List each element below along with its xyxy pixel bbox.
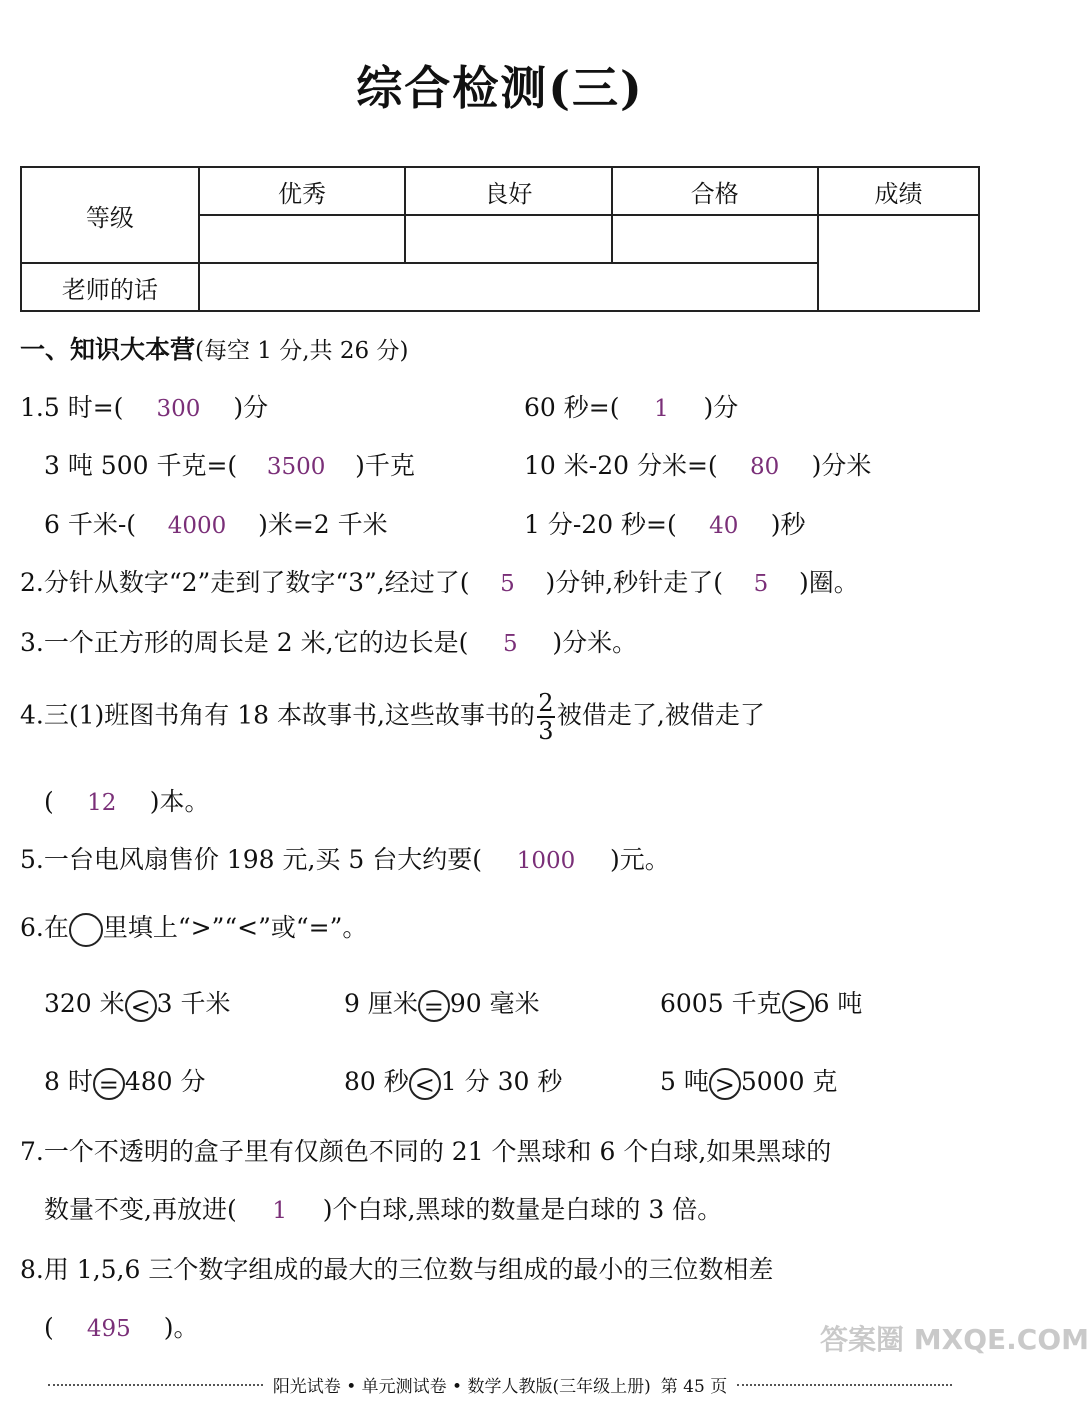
footer-divider-left — [48, 1384, 263, 1386]
compare-right: 6 吨 — [813, 989, 863, 1018]
q1-item-d — [524, 446, 871, 482]
section-note: (每空 1 分,共 26 分) — [195, 338, 409, 364]
q1e-text: 6 千米-( — [44, 510, 137, 539]
compare-left: 5 吨 — [660, 1067, 709, 1096]
compare-left: 6005 千克 — [660, 989, 782, 1018]
q1-item-b — [524, 388, 738, 424]
q5 — [20, 840, 670, 876]
grade-good-header: 良好 — [405, 167, 611, 215]
grade-label: 等级 — [21, 167, 199, 263]
page-title: 综合检测(三) — [356, 61, 644, 115]
q5-text-2: )元。 — [609, 845, 670, 874]
q3-answer: 5 — [503, 631, 518, 657]
grade-pass-header: 合格 — [612, 167, 818, 215]
page-footer — [48, 1372, 952, 1397]
q1d-text: 10 米-20 分米=( — [524, 451, 718, 480]
compare-circle: = — [418, 990, 450, 1022]
q2-answer-2: 5 — [753, 571, 769, 597]
q3-text-2: )分米。 — [552, 628, 638, 657]
q1-item-f — [524, 505, 806, 541]
q4-text-1: 4.三(1)班图书角有 18 本故事书,这些故事书的 — [20, 700, 535, 730]
q4-line-1 — [20, 690, 765, 744]
q1f-text: 1 分-20 秒=( — [524, 510, 677, 539]
q1a-unit: )分 — [233, 393, 269, 422]
q1c-unit: )千克 — [355, 451, 415, 480]
footer-text: 阳光试卷 • 单元测试卷 • 数学人教版(三年级上册) — [272, 1377, 651, 1397]
fraction-numerator: 2 — [538, 689, 554, 717]
compare-left: 8 时 — [44, 1067, 93, 1096]
q4-paren: ( — [44, 787, 54, 816]
compare-circle: > — [782, 990, 814, 1022]
q4-text-2: 被借走了,被借走了 — [556, 700, 765, 730]
footer-page-number: 第 45 页 — [660, 1377, 728, 1397]
q7-text-2: )个白球,黑球的数量是白球的 3 倍。 — [322, 1195, 723, 1224]
q1b-text: 60 秒=( — [524, 393, 620, 422]
section-title: 一、知识大本营 — [20, 335, 196, 364]
q5-text-1: 5.一台电风扇售价 198 元,买 5 台大约要( — [20, 845, 482, 874]
fraction-denominator: 3 — [538, 717, 554, 745]
q1-item-e — [44, 505, 388, 541]
q6-instruction — [20, 908, 367, 947]
q1f-unit: )秒 — [770, 510, 806, 539]
compare-item-3 — [660, 984, 862, 1022]
q8-answer: 495 — [86, 1316, 131, 1342]
grade-good-cell — [405, 215, 611, 263]
q8-paren: ( — [44, 1313, 54, 1342]
q3 — [20, 623, 637, 659]
q2-text-3: )圈。 — [798, 568, 859, 597]
teacher-comment-label: 老师的话 — [21, 263, 199, 311]
grade-pass-cell — [612, 215, 818, 263]
q1b-unit: )分 — [703, 393, 739, 422]
compare-right: 1 分 30 秒 — [440, 1067, 563, 1096]
q6-text-1: 6.在 — [20, 913, 69, 942]
q4-text-3: )本。 — [149, 787, 210, 816]
q1e-unit: )米=2 千米 — [258, 510, 388, 539]
grade-excellent-header: 优秀 — [199, 167, 405, 215]
grade-table — [20, 166, 980, 312]
footer-divider-right — [737, 1384, 952, 1386]
compare-left: 320 米 — [44, 989, 125, 1018]
q4-answer: 12 — [87, 790, 117, 816]
compare-right: 5000 克 — [740, 1067, 838, 1096]
compare-circle: > — [709, 1068, 741, 1100]
q4-line-2 — [44, 782, 210, 818]
score-header: 成绩 — [818, 167, 979, 215]
compare-item-2 — [344, 984, 540, 1022]
q6-text-2: 里填上“>”“<”或“=”。 — [102, 913, 368, 942]
compare-item-6 — [660, 1062, 837, 1100]
q1a-answer: 300 — [156, 396, 201, 422]
compare-left: 80 秒 — [344, 1067, 409, 1096]
q1d-answer: 80 — [750, 454, 780, 480]
q7-line-1: 7.一个不透明的盒子里有仅颜色不同的 21 个黑球和 6 个白球,如果黑球的 — [20, 1137, 832, 1166]
q1a-text: 1.5 时=( — [20, 393, 124, 422]
q1-item-a — [20, 388, 268, 424]
q3-text-1: 3.一个正方形的周长是 2 米,它的边长是( — [20, 628, 469, 657]
compare-circle: = — [93, 1068, 125, 1100]
q7-text-1: 数量不变,再放进( — [44, 1195, 237, 1224]
compare-item-5 — [344, 1062, 562, 1100]
q2-text-2: )分钟,秒针走了( — [545, 568, 723, 597]
compare-right: 3 千米 — [156, 989, 231, 1018]
blank-circle-icon — [69, 913, 103, 947]
q1e-answer: 4000 — [167, 513, 227, 539]
compare-circle: < — [125, 990, 157, 1022]
q1d-unit: )分米 — [811, 451, 872, 480]
q8-text-2: )。 — [163, 1313, 199, 1342]
q1c-answer: 3500 — [266, 454, 326, 480]
compare-left: 9 厘米 — [344, 989, 418, 1018]
q8-line-1: 8.用 1,5,6 三个数字组成的最大的三位数与组成的最小的三位数相差 — [20, 1255, 774, 1284]
q7-line-2 — [44, 1190, 722, 1226]
q2 — [20, 563, 859, 599]
q1f-answer: 40 — [709, 513, 739, 539]
compare-item-4 — [44, 1062, 206, 1100]
q2-text-1: 2.分针从数字“2”走到了数字“3”,经过了( — [20, 568, 470, 597]
compare-circle: < — [409, 1068, 441, 1100]
q7-answer: 1 — [272, 1198, 288, 1224]
score-cell — [818, 215, 979, 311]
teacher-comment-cell — [199, 263, 818, 311]
q4-fraction — [537, 690, 555, 744]
q8-line-2 — [44, 1308, 199, 1344]
q1c-text: 3 吨 500 千克=( — [44, 451, 238, 480]
compare-right: 480 分 — [124, 1067, 206, 1096]
grade-excellent-cell — [199, 215, 405, 263]
section-heading — [20, 330, 408, 366]
q1b-answer: 1 — [654, 396, 669, 422]
watermark-logo: 答案圈 MXQE.COM — [820, 1323, 1089, 1356]
compare-right: 90 毫米 — [449, 989, 540, 1018]
compare-item-1 — [44, 984, 231, 1022]
q1-item-c — [44, 446, 415, 482]
q5-answer: 1000 — [516, 848, 576, 874]
q2-answer-1: 5 — [500, 571, 515, 597]
